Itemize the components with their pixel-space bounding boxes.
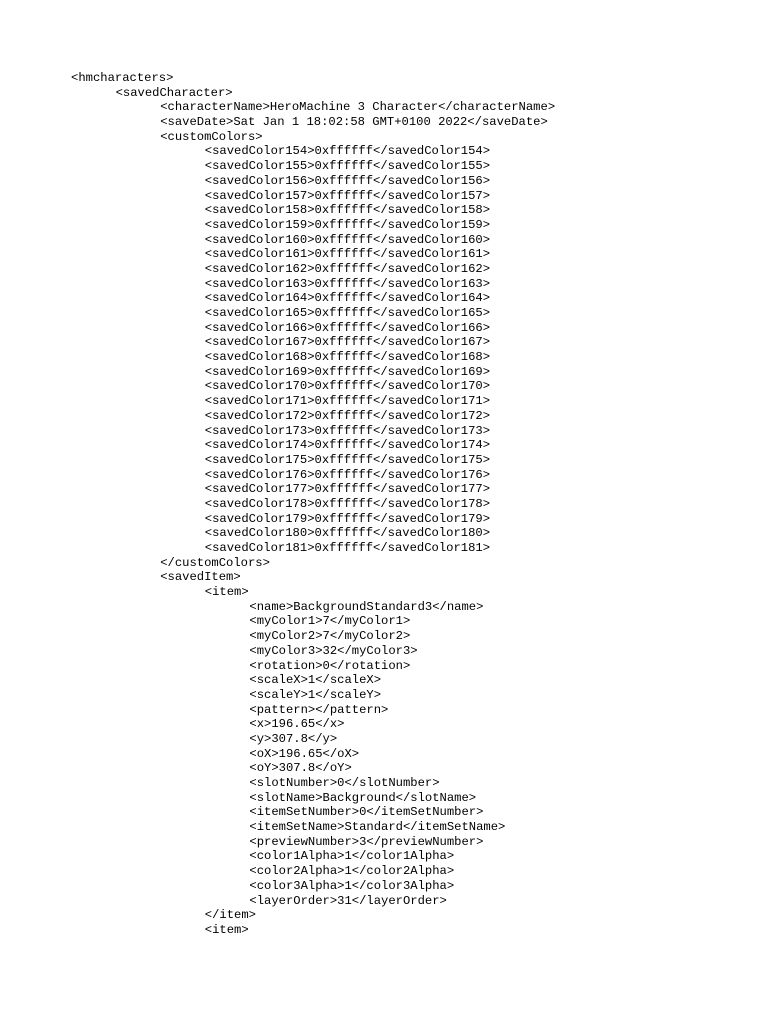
xml-line: <savedColor170>0xffffff</savedColor170> <box>204 379 491 394</box>
xml-line: <item> <box>204 585 249 600</box>
xml-line: <savedColor176>0xffffff</savedColor176> <box>204 467 491 482</box>
xml-line: <savedColor156>0xffffff</savedColor156> <box>204 173 491 188</box>
xml-line: <savedColor164>0xffffff</savedColor164> <box>204 291 491 306</box>
xml-line: <savedColor171>0xffffff</savedColor171> <box>204 394 491 409</box>
xml-line: <scaleX>1</scaleX> <box>249 673 382 688</box>
xml-line: <customColors> <box>160 129 263 144</box>
xml-line: <savedCharacter> <box>115 85 233 100</box>
xml-line: <savedColor178>0xffffff</savedColor178> <box>204 496 491 511</box>
xml-line: <color1Alpha>1</color1Alpha> <box>249 849 455 864</box>
xml-line: <savedColor167>0xffffff</savedColor167> <box>204 335 491 350</box>
xml-line: <y>307.8</y> <box>249 731 338 746</box>
xml-line: <saveDate>Sat Jan 1 18:02:58 GMT+0100 2022</saveDate> <box>160 115 548 130</box>
xml-line: <hmcharacters> <box>71 71 174 85</box>
xml-line: <oX>196.65</oX> <box>249 746 360 761</box>
xml-line: <myColor2>7</myColor2> <box>249 629 411 644</box>
xml-line: <savedColor180>0xffffff</savedColor180> <box>204 526 491 541</box>
xml-line: <pattern></pattern> <box>249 702 389 717</box>
xml-line: <savedColor173>0xffffff</savedColor173> <box>204 423 491 438</box>
xml-line: <savedColor177>0xffffff</savedColor177> <box>204 482 491 497</box>
xml-line: <savedColor158>0xffffff</savedColor158> <box>204 203 491 218</box>
xml-line: <savedColor160>0xffffff</savedColor160> <box>204 232 491 247</box>
xml-line: </customColors> <box>160 555 270 570</box>
xml-line: <slotNumber>0</slotNumber> <box>249 776 440 790</box>
xml-line: <oY>307.8</oY> <box>249 761 352 776</box>
xml-line: <savedColor168>0xffffff</savedColor168> <box>204 350 491 365</box>
xml-line: <slotName>Background</slotName> <box>249 790 477 805</box>
xml-line: <savedColor174>0xffffff</savedColor174> <box>204 438 491 453</box>
xml-line: <characterName>HeroMachine 3 Character</characterName> <box>160 100 556 115</box>
xml-line: <previewNumber>3</previewNumber> <box>249 834 484 849</box>
xml-line: <savedColor179>0xffffff</savedColor179> <box>204 511 491 526</box>
xml-line: <layerOrder>31</layerOrder> <box>249 893 447 908</box>
xml-line: <itemSetName>Standard</itemSetName> <box>249 820 506 835</box>
xml-line: <savedColor165>0xffffff</savedColor165> <box>204 306 491 320</box>
xml-line: </item> <box>204 908 256 923</box>
xml-line: <savedColor172>0xffffff</savedColor172> <box>204 408 491 423</box>
xml-line: <scaleY>1</scaleY> <box>249 687 382 702</box>
xml-line: <savedColor161>0xffffff</savedColor161> <box>204 247 491 262</box>
xml-line: <savedColor166>0xffffff</savedColor166> <box>204 320 491 335</box>
xml-line: <rotation>0</rotation> <box>249 658 411 673</box>
xml-line: <item> <box>204 922 249 937</box>
xml-line: <x>196.65</x> <box>249 717 345 732</box>
xml-line: <savedColor154>0xffffff</savedColor154> <box>204 144 491 159</box>
xml-line: <savedColor157>0xffffff</savedColor157> <box>204 188 491 203</box>
xml-line: <savedColor175>0xffffff</savedColor175> <box>204 452 491 467</box>
xml-line: <name>BackgroundStandard3</name> <box>249 599 484 614</box>
xml-line: <savedItem> <box>160 570 241 585</box>
xml-line: <savedColor181>0xffffff</savedColor181> <box>204 541 491 555</box>
xml-line: <savedColor163>0xffffff</savedColor163> <box>204 276 491 291</box>
xml-line: <savedColor169>0xffffff</savedColor169> <box>204 364 491 379</box>
xml-line: <itemSetNumber>0</itemSetNumber> <box>249 805 484 820</box>
xml-line: <color2Alpha>1</color2Alpha> <box>249 864 455 879</box>
xml-line: <savedColor155>0xffffff</savedColor155> <box>204 159 491 174</box>
xml-line: <myColor3>32</myColor3> <box>249 643 418 658</box>
xml-line: <savedColor162>0xffffff</savedColor162> <box>204 261 491 276</box>
xml-line: <savedColor159>0xffffff</savedColor159> <box>204 217 491 232</box>
xml-line: <myColor1>7</myColor1> <box>249 614 411 629</box>
xml-line: <color3Alpha>1</color3Alpha> <box>249 878 455 893</box>
xml-document <box>71 71 751 938</box>
